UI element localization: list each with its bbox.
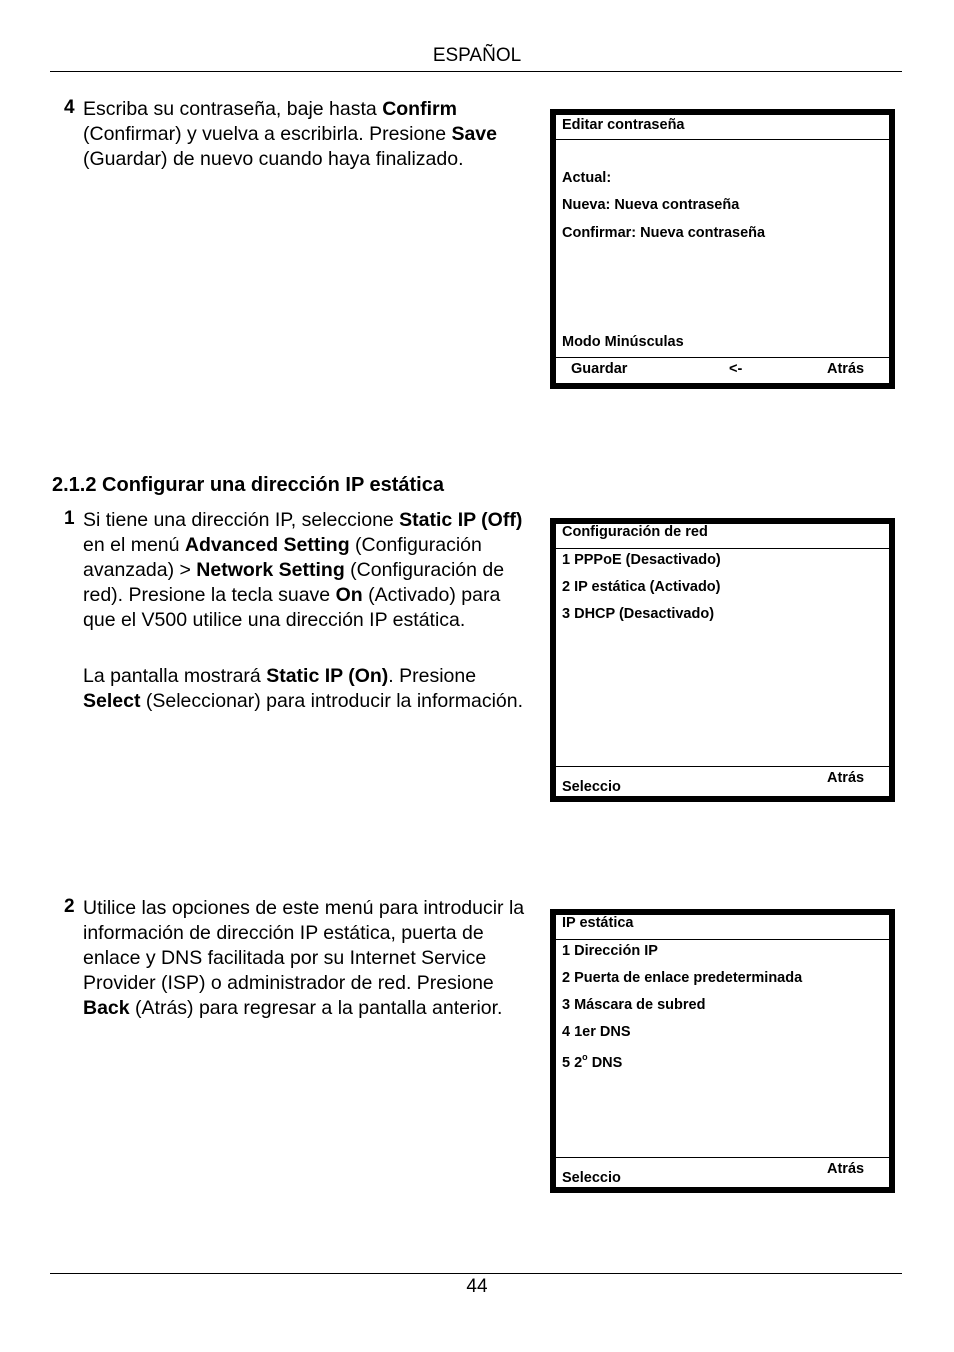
menu-item-gateway: 2 Puerta de enlace predeterminada (562, 970, 803, 986)
screen-footer-rule (556, 1157, 889, 1158)
step-number: 2 (64, 896, 75, 917)
screen-title-rule (556, 939, 889, 940)
header-rule (50, 71, 902, 72)
softkey-select: Seleccio (562, 779, 621, 795)
footer-rule (50, 1273, 902, 1274)
step1-text: Si tiene una dirección IP, seleccione Static IP (Off) en el menú Advanced Setting (Configuración avanzada) > Network Setting (Configuración de red). Presione la tecla suave On (Activado) para que el V500 utilice una dirección IP estática. (83, 509, 523, 631)
menu-item-dns1: 4 1er DNS (562, 1024, 631, 1040)
screen-footer-rule (556, 357, 889, 358)
static-ip-screen (550, 909, 895, 1193)
softkey-select: Seleccio (562, 1170, 621, 1186)
screen-line-confirm: Confirmar: Nueva contraseña (562, 225, 766, 241)
screen-line-current: Actual: (562, 170, 612, 186)
menu-item-static-ip: 2 IP estática (Activado) (562, 579, 721, 595)
password-screen (550, 109, 895, 389)
step-number: 4 (64, 97, 75, 118)
screen-title-rule (556, 548, 889, 549)
softkey-back: Atrás (827, 361, 865, 377)
page-header-language: ESPAÑOL (432, 45, 522, 66)
screen-title: IP estática (562, 915, 634, 931)
screen-title: Editar contraseña (562, 117, 685, 133)
step2-text: Utilice las opciones de este menú para introducir la información de dirección IP estática, puerta de enlace y DNS facilitada por su Internet Service Provider (ISP) o administrador de red. Presione Back (Atrás) para regresar a la pantalla anterior. (83, 897, 525, 1019)
screen-title-rule (556, 139, 889, 140)
network-settings-screen (550, 518, 895, 802)
screen-title: Configuración de red (562, 524, 708, 540)
page-number: 44 (466, 1276, 488, 1297)
softkey-back: Atrás (827, 1161, 865, 1177)
screen-mode-label: Modo Minúsculas (562, 334, 684, 350)
softkey-save: Guardar (571, 361, 628, 377)
softkey-backspace: <- (729, 361, 743, 377)
step1-result-text: La pantalla mostrará Static IP (On). Presione Select (Seleccionar) para introducir la información. (83, 665, 524, 712)
step4-text: Escriba su contraseña, baje hasta Confirm (Confirmar) y vuelva a escribirla. Presione Save (Guardar) de nuevo cuando haya finalizado. (83, 98, 497, 170)
menu-item-subnet-mask: 3 Máscara de subred (562, 997, 706, 1013)
softkey-back: Atrás (827, 770, 865, 786)
step-number: 1 (64, 508, 75, 529)
menu-item-ip-address: 1 Dirección IP (562, 943, 658, 959)
menu-item-dhcp: 3 DHCP (Desactivado) (562, 606, 715, 622)
screen-line-new: Nueva: Nueva contraseña (562, 197, 740, 213)
screen-footer-rule (556, 766, 889, 767)
menu-item-dns2: 5 2$^o$ DNS (562, 1052, 623, 1071)
menu-item-pppoe: 1 PPPoE (Desactivado) (562, 552, 721, 568)
section-heading: 2.1.2 Configurar una dirección IP estática (52, 474, 444, 496)
